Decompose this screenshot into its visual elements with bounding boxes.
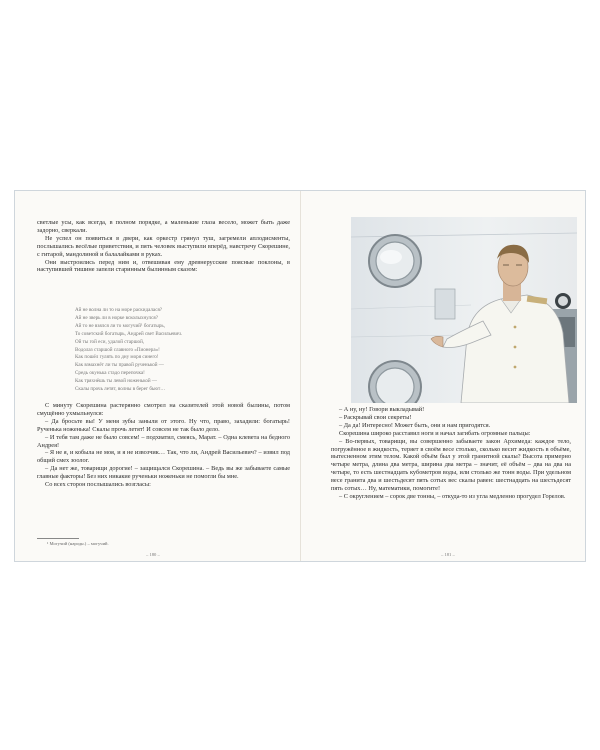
paragraph: – Во-первых, товарищи, вы совершенно забываете закон Архимеда: каждое тело, погружённое в жидкость, теряет в своём весе столько, сколько весит жидкость в объёме, вытесненном этим телом. Какой объём был у этой гранитной скалы? Высота примерно четыре метра, длина два метра, ширина два метра – значит, её объём – два на два на четыре, то есть шестнадцать кубометров воды, или столько же тонн воды. При удельном весе гранита два и шестьдесят пять сотых вес скалы равен: шестнадцать на шестьдесят пять сотых… Ну, математики, помогите! — [331, 437, 571, 493]
right-text — [331, 406, 571, 501]
left-page — [15, 191, 301, 561]
paragraph: – Раскрывай свои секреты! — [339, 413, 412, 421]
page-number-left: – 180 – — [146, 552, 160, 557]
paragraph: – Да нет же, товарищи дорогие! – защищался Скорешина. – Ведь вы же забываете самые главные факторы! Без них никакие рученьки ноженьки не помогли бы мне. — [37, 465, 290, 481]
paragraph: – Да бросьте вы! У меня зубы заныли от этого. Ну что, право, захадили: богатырь! Рученька ноженька! Скалы прочь летят! И совсем не так было дело. — [37, 417, 290, 433]
left-top-text — [37, 219, 290, 274]
paragraph: – Я не я, и кобыла не моя, и я не извозчик… Так, что ли, Андрей Васильевич? – извил под общий смех зоолог. — [37, 449, 290, 465]
paragraph: Со всех сторон послышались возгласы: — [45, 481, 151, 489]
book-spread — [14, 190, 586, 562]
poem-line: Ай не волна ли то на море раскидалася? — [75, 307, 163, 313]
paragraph: Не успел он появиться в двери, как оркестр грянул туш, загремели аплодисменты, послышались весёлые приветствия, и пять человек выступили вперёд, навстречу Скорешине, с гитарой, мандолиной и балалайками в руках. — [37, 234, 290, 258]
paragraph: – И тебя там даже не было совсем! – подхватил, смеясь, Марат. – Одна клевета на бедного Андрея! — [37, 433, 290, 449]
poem-line: Ай то не взялся ли то могучий¹ богатырь, — [75, 322, 165, 329]
poem-line: Как пошёл гулять по дну моря синего! — [75, 354, 159, 361]
porthole-top — [369, 235, 421, 287]
left-bottom-text — [37, 402, 290, 489]
poem-line: Скалы прочь летят, волны в берег бьют… — [75, 386, 166, 393]
right-page — [301, 191, 587, 561]
poem-line: Как взмахнёт ли ты правой рученькой — — [75, 362, 164, 369]
illustration-drawing — [351, 217, 577, 403]
paragraph: Они выстроились перед ним и, отвешивая ему древнерусские поясные поклоны, в наступившей тишине запели старинным былинным сказом: — [37, 258, 290, 274]
footnote-divider — [37, 538, 79, 539]
paragraph: – Да да! Интересно! Может быть, они и нам пригодятся. — [339, 421, 491, 429]
poem-line: Средь окунька стадо перепочка! — [75, 370, 145, 377]
paragraph: светлые усы, как всегда, в полном порядке, а маленькие глаза весело, может быть даже задорно, сверкали. — [37, 219, 290, 234]
paragraph: С минуту Скорешина растерянно смотрел на сказителей этой новой былины, потом смущённо ухмыльнулся: — [37, 402, 290, 417]
poem-line: Ой ты гой еси, удалой старшой, — [75, 338, 145, 345]
porthole-bottom — [369, 361, 421, 403]
poem-line: Ай не зверь ли в норке всколыхнулся? — [75, 314, 158, 321]
poem-line: Как тряхнёшь ты левой ноженькой — — [75, 378, 157, 385]
illustration — [351, 217, 577, 403]
paragraph: – С округлением – сорок две тонны, – откуда-то из угла медленно прогудел Горелов. — [339, 492, 566, 500]
poem — [75, 307, 275, 394]
page-number-right: – 181 – — [441, 552, 455, 557]
footnote: ¹ Могучий (народн.) – могучий. — [47, 541, 109, 546]
paragraph: Скорешина широко расставил ноги и начал загибать огромные пальцы: — [339, 429, 531, 437]
paragraph: – А ну, ну! Говори выкладывай! — [339, 406, 425, 413]
poem-line: Водолаз старшой славного «Пионера»! — [75, 346, 160, 353]
poem-line: То советский богатырь, Андрей свет Васильевич. — [75, 330, 183, 337]
